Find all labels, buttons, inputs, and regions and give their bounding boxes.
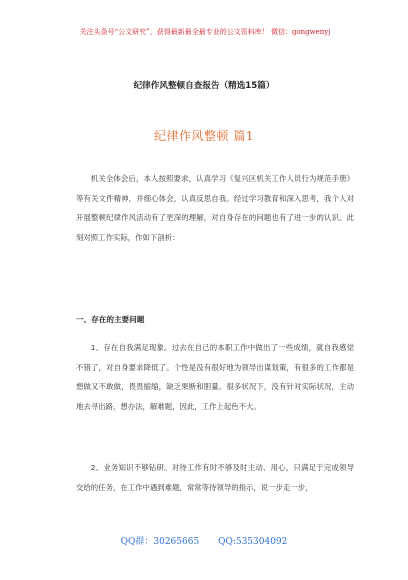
- footer-contact: [0, 534, 408, 547]
- section-heading: 纪律作风整顿 篇1: [154, 129, 254, 143]
- paragraph-item-2: 2、业务知识不够钻研。对待工作有时不够及时主动、用心，只满足于完成领导交给的任务，在工作中遇到难题，常常等待领导的指示，说一步走一步，: [76, 463, 354, 492]
- sub-heading-problems: 一、存在的主要问题: [76, 315, 145, 324]
- document-title: 纪律作风整顿自查报告（精选15篇）: [133, 81, 275, 91]
- footer-qq-group: QQ群：30265665: [120, 537, 200, 547]
- paragraph-item-1: 1、存在自我满足现象。过去在自己的本职工作中做出了一些成绩，就自我感觉不错了，对自身要求降低了。个性是没有很好地为领导出谋划策，有很多的工作都是想做又不敢做，畏畏缩缩，缺乏果断和胆量。很多状况下，没有针对实际状况，主动地去寻出路，想办法，解难题，因此，工作上起色不大。: [76, 343, 354, 411]
- paragraph-intro: 机关全体会后，本人按照要求，认真学习《复兴区机关工作人员行为规范手册》等有关文件精神，并细心体会，认真反思自我。经过学习教育和深入思考，我个人对开展整顿纪律作风活动有了更深的理解，对自身存在的问题也有了进一步的认识。此刻对照工作实际，作如下剖析：: [76, 174, 354, 242]
- header-banner: 关注头条号“公文研究”，获得最新最全最专业的公文资料库！ 微信：gongwenyj: [79, 28, 331, 36]
- footer-qq: QQ:535304092: [218, 537, 288, 547]
